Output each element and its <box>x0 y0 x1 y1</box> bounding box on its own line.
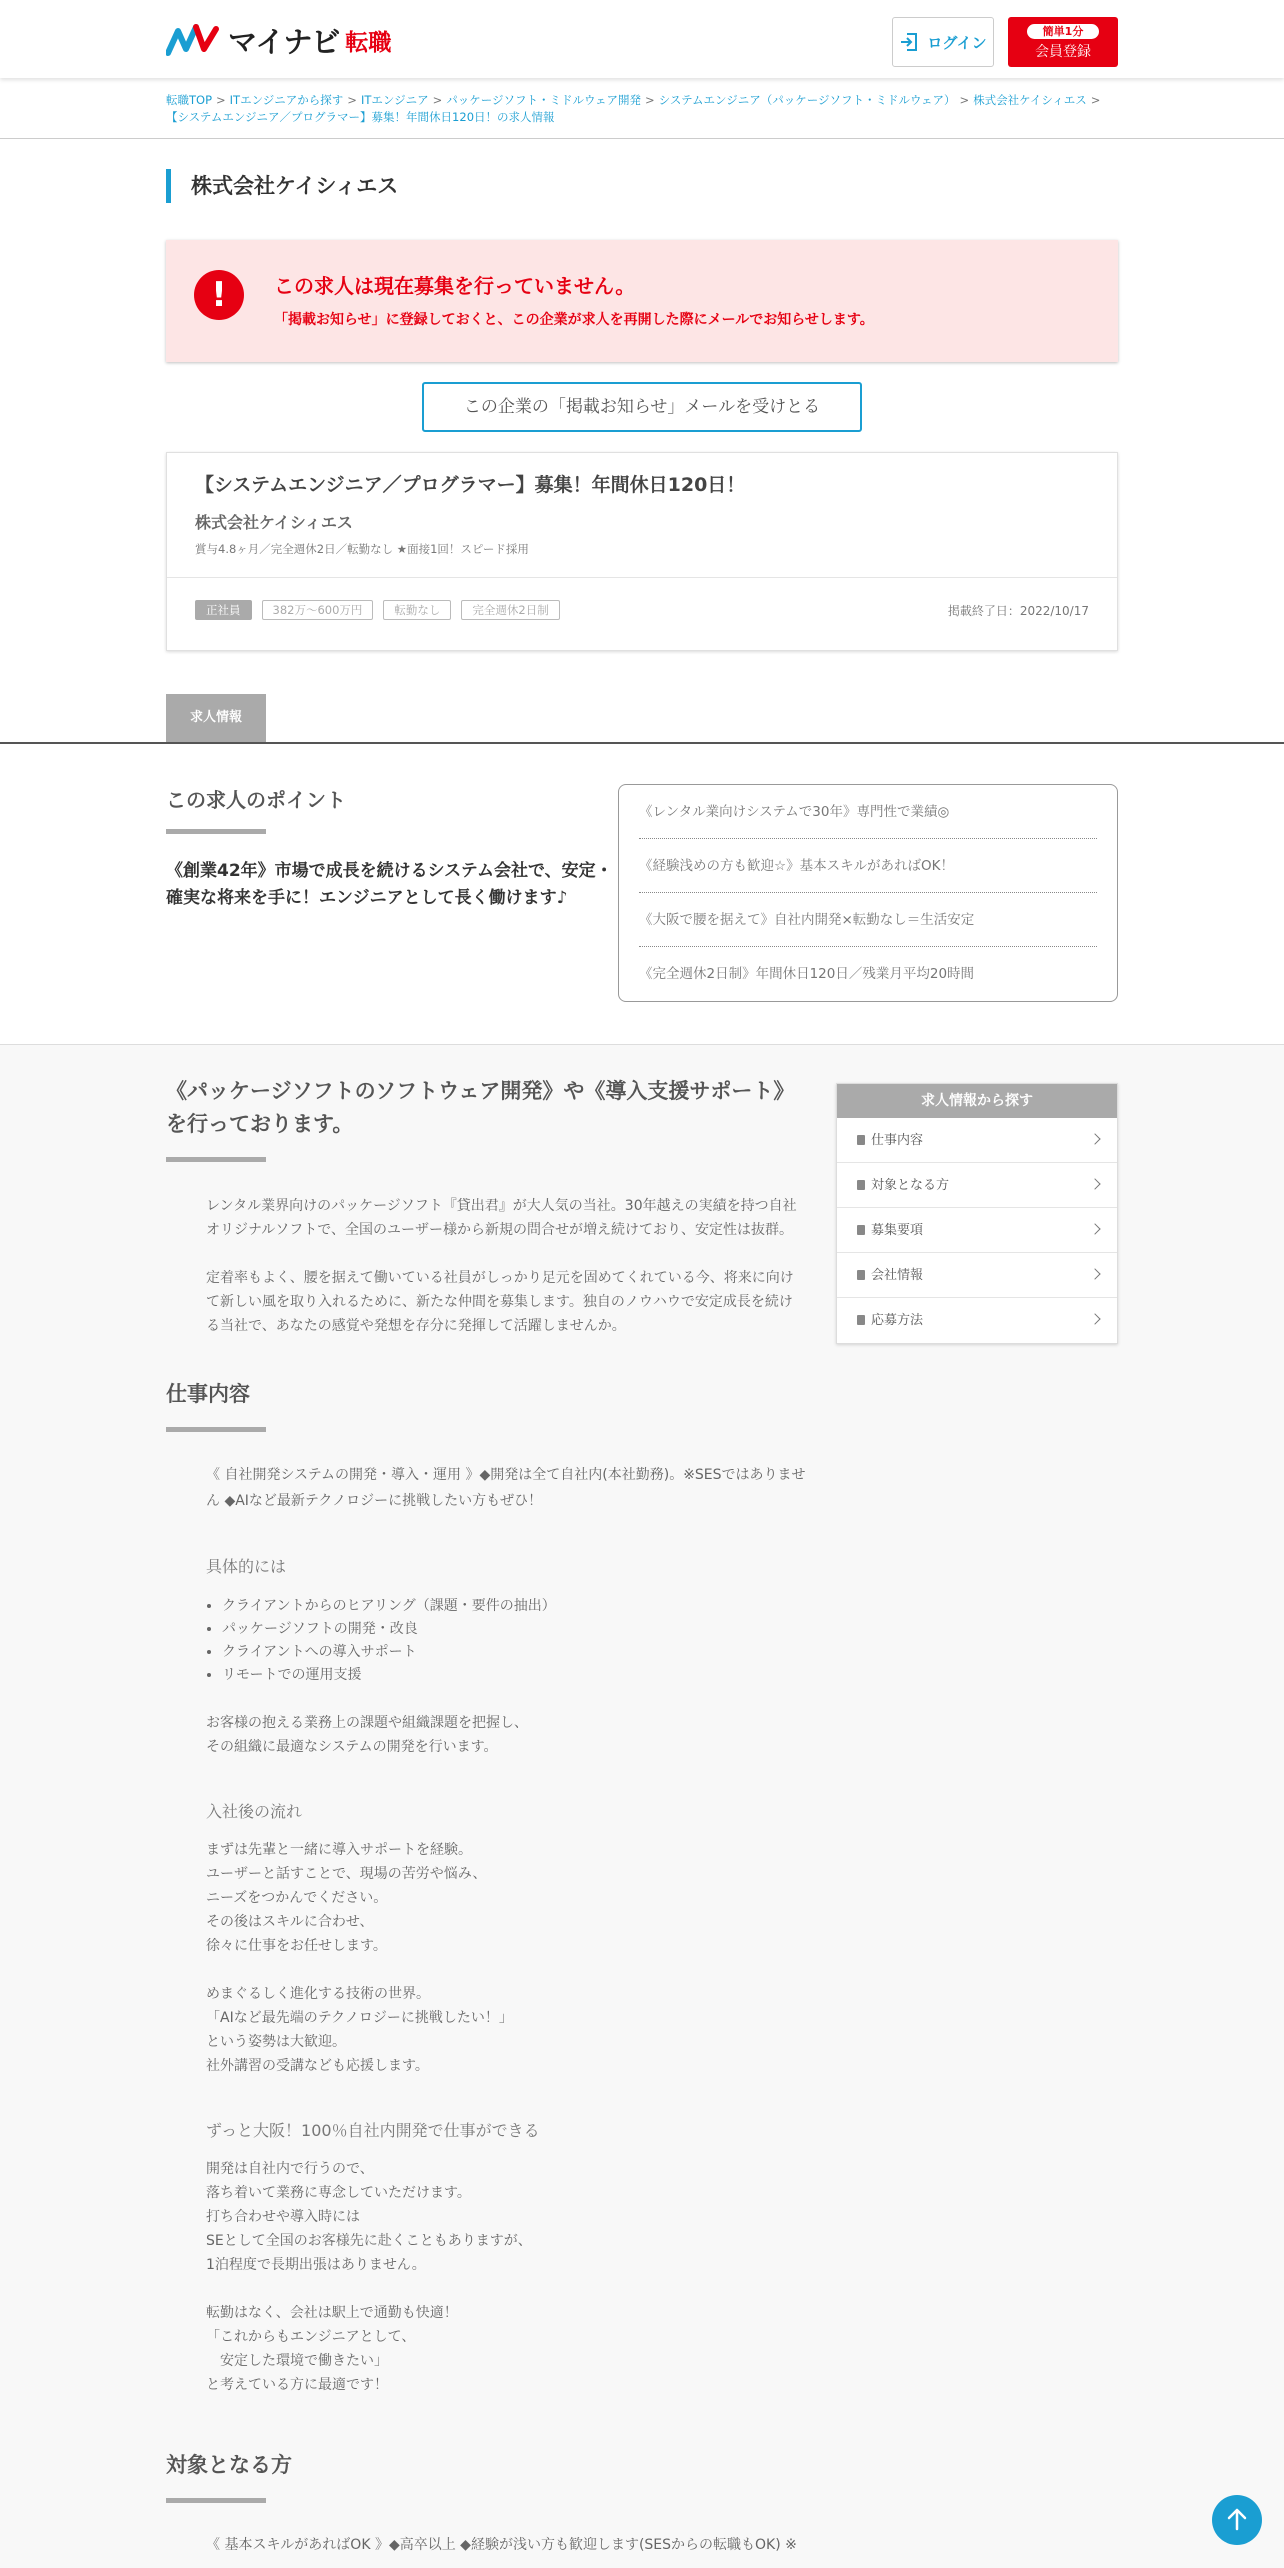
tab-bar <box>0 696 1284 744</box>
job-summary-card <box>166 452 1118 651</box>
intro-paragraph: 定着率もよく、腰を据えて働いている社員がしっかり足元を固めてくれている今、将来に向けて新しい風を取り入れるために、新たな仲間を募集します。独自のノウハウで安定成長を続ける当社で、あなたの感覚や発想を存分に発揮して活躍しませんか。 <box>206 1270 794 1334</box>
login-button[interactable] <box>892 17 994 67</box>
job-detail-area <box>0 1044 1284 2568</box>
register-button[interactable] <box>1008 17 1118 67</box>
points-lead: 《創業42年》市場で成長を続けるシステム会社で、安定・確実な将来を手に！エンジニアとして長く働けます♪ <box>166 861 613 908</box>
job-detail-main <box>166 1075 806 2557</box>
login-label: ログイン <box>927 33 987 52</box>
alert-title: この求人は現在募集を行っていません。 <box>274 274 636 298</box>
page-top-button[interactable] <box>1212 2495 1262 2545</box>
title-underline <box>166 1157 266 1162</box>
closed-alert <box>166 240 1118 362</box>
register-label: 会員登録 <box>1035 44 1091 60</box>
breadcrumb-item-system-engineer[interactable]: システムエンジニア（パッケージソフト・ミドルウェア） <box>658 93 956 107</box>
breadcrumb-item-it-search[interactable]: ITエンジニアから探す <box>229 93 344 107</box>
sidebar-item-label: 対象となる方 <box>871 1178 950 1193</box>
detail-nav-sidebar <box>836 1083 1118 1344</box>
list-item: • クライアントへの導入サポート <box>222 1641 806 1664</box>
text-line: ユーザーと話すことで、現場の苦労や悩み、 <box>206 1866 487 1882</box>
job-tags <box>195 600 560 620</box>
tag-no-transfer: 転勤なし <box>383 600 451 620</box>
points-item: 《大阪で腰を据えて》自社内開発×転勤なし＝生活安定 <box>639 893 1097 947</box>
list-item: • リモートでの運用支援 <box>222 1664 806 1687</box>
intro-title <box>166 1075 806 1162</box>
intro-paragraph: レンタル業界向けのパッケージソフト『貸出君』が大人気の当社。30年越えの実績を持つ自社オリジナルソフトで、全国のユーザー様から新規の問合せが増え続けており、安定性は抜群。 <box>206 1198 797 1238</box>
register-badge: 簡単1分 <box>1027 24 1099 39</box>
text-line: その組織に最適なシステムの開発を行います。 <box>206 1739 498 1755</box>
title-underline <box>166 829 266 834</box>
document-icon <box>857 1135 865 1145</box>
text-line: 転勤はなく、会社は駅上で通勤も快適！ <box>206 2305 458 2321</box>
work-location-text <box>166 2157 806 2397</box>
work-subtitle: 入社後の流れ <box>206 1802 303 1821</box>
work-subtitle: ずっと大阪！100％自社内開発で仕事ができる <box>206 2121 540 2140</box>
title-underline <box>166 1427 266 1432</box>
target-summary: 《 基本スキルがあればOK 》◆高卒以上 ◆経験が浅い方も歓迎します(SESからの転職もOK) ※ <box>206 2537 797 2553</box>
text-line: ニーズをつかんでください。 <box>206 1890 388 1906</box>
list-item: • パッケージソフトの開発・改良 <box>222 1618 806 1641</box>
sidebar-item-target[interactable] <box>837 1163 1117 1208</box>
job-points-section <box>166 744 1118 1044</box>
text-line: 「これからもエンジニアとして、 <box>206 2329 416 2345</box>
breadcrumb-item-top[interactable]: 転職TOP <box>166 93 213 107</box>
work-bullet-list <box>166 1595 806 1687</box>
tab-job-info[interactable]: 求人情報 <box>166 694 266 742</box>
sidebar-item-apply[interactable] <box>837 1298 1117 1343</box>
sidebar-item-requirements[interactable] <box>837 1208 1117 1253</box>
text-line: お客様の抱える業務上の課題や組織課題を把握し、 <box>206 1715 528 1731</box>
title-underline <box>166 2498 266 2503</box>
points-list <box>618 784 1118 1002</box>
text-line: SEとして全国のお客様先に赴くこともありますが、 <box>206 2233 532 2249</box>
tag-employment-type: 正社員 <box>195 600 252 620</box>
tag-holidays: 完全週休2日制 <box>461 600 559 620</box>
work-detail-text <box>166 1711 806 1759</box>
breadcrumb-item-it-engineer[interactable]: ITエンジニア <box>360 93 429 107</box>
text-line: その後はスキルに合わせ、 <box>206 1914 374 1930</box>
work-title-text: 仕事内容 <box>166 1382 250 1406</box>
breadcrumb-item-package-dev[interactable]: パッケージソフト・ミドルウェア開発 <box>446 93 642 107</box>
points-item: 《完全週休2日制》年間休日120日／残業月平均20時間 <box>639 966 975 982</box>
document-icon <box>857 1180 865 1190</box>
text-line: 「AIなど最先端のテクノロジーに挑戦したい！」 <box>206 2010 513 2026</box>
listing-end-date: 掲載終了日：2022/10/17 <box>947 604 1089 618</box>
target-title <box>166 2449 806 2503</box>
text-line: 社外講習の受講なども応援します。 <box>206 2058 429 2074</box>
document-icon <box>857 1315 865 1325</box>
mynavi-logo[interactable] <box>166 22 391 58</box>
logo-subtext: 転職 <box>345 29 392 56</box>
sidebar-item-label: 応募方法 <box>871 1313 924 1328</box>
chevron-right-icon <box>1089 1178 1100 1189</box>
text-line: 安定した環境で働きたい」 <box>206 2353 388 2369</box>
sidebar-title: 求人情報から探す <box>837 1084 1117 1118</box>
points-title <box>166 784 346 834</box>
points-item: 《レンタル業向けシステムで30年》専門性で業績◎ <box>639 785 1097 839</box>
notify-subscribe-button[interactable]: この企業の「掲載お知らせ」メールを受けとる <box>422 382 862 432</box>
sidebar-item-work[interactable] <box>837 1118 1117 1163</box>
alert-text: 「掲載お知らせ」に登録しておくと、この企業が求人を再開した際にメールでお知らせします。 <box>274 312 874 328</box>
chevron-right-icon <box>1089 1223 1100 1234</box>
document-icon <box>857 1270 865 1280</box>
breadcrumb-item-current: 【システムエンジニア／プログラマー】募集！年間休日120日！の求人情報 <box>166 110 555 124</box>
work-summary: 《 自社開発システムの開発・導入・運用 》◆開発は全て自社内(本社勤務)。※SESではありません ◆AIなど最新テクノロジーに挑戦したい方もぜひ！ <box>206 1467 806 1509</box>
points-title-text: この求人のポイント <box>166 788 346 812</box>
intro-title-text: 《パッケージソフトのソフトウェア開発》や《導入支援サポート》を行っております。 <box>166 1079 795 1136</box>
sidebar-item-company[interactable] <box>837 1253 1117 1298</box>
intro-body <box>166 1194 806 1338</box>
target-title-text: 対象となる方 <box>166 2453 292 2477</box>
text-line: 落ち着いて業務に専念していただけます。 <box>206 2185 471 2201</box>
text-line: と考えている方に最適です！ <box>206 2377 388 2393</box>
breadcrumb: 転職TOP > ITエンジニアから探す > ITエンジニア > パッケージソフト・ミドルウェア開発 > システムエンジニア（パッケージソフト・ミドルウェア） > 株式会社ケイシィエス >【システムエンジニア／プログラマー】募集！年間休日120日！の求人情報 <box>0 78 1284 139</box>
chevron-right-icon <box>1089 1268 1100 1279</box>
breadcrumb-item-company[interactable]: 株式会社ケイシィエス <box>973 93 1087 107</box>
work-title <box>166 1378 806 1432</box>
text-line: めまぐるしく進化する技術の世界。 <box>206 1986 430 2002</box>
text-line: 徐々に仕事をお任せします。 <box>206 1938 387 1954</box>
list-item: • クライアントからのヒアリング（課題・要件の抽出） <box>222 1595 806 1618</box>
work-subtitle: 具体的には <box>206 1557 287 1576</box>
text-line: まずは先輩と一緒に導入サポートを経験。 <box>206 1842 472 1858</box>
exclamation-icon: ! <box>194 270 244 320</box>
text-line: 打ち合わせや導入時には <box>206 2209 360 2225</box>
chevron-right-icon <box>1089 1133 1100 1144</box>
points-item: 《経験浅めの方も歓迎☆》基本スキルがあればOK！ <box>639 839 1097 893</box>
company-title: 株式会社ケイシィエス <box>166 169 1118 203</box>
text-line: 開発は自社内で行うので、 <box>206 2161 374 2177</box>
text-line: という姿勢は大歓迎。 <box>206 2034 346 2050</box>
job-title: 【システムエンジニア／プログラマー】募集！年間休日120日！ <box>195 474 746 496</box>
logo-text: マイナビ <box>228 24 340 59</box>
text-line: 1泊程度で長期出張はありません。 <box>206 2257 426 2273</box>
sidebar-item-label: 会社情報 <box>871 1268 924 1283</box>
arrow-up-icon <box>1212 2495 1262 2545</box>
document-icon <box>857 1225 865 1235</box>
job-company: 株式会社ケイシィエス <box>195 513 353 532</box>
chevron-right-icon <box>1089 1313 1100 1324</box>
mynavi-logo-icon <box>166 23 224 57</box>
sidebar-item-label: 募集要項 <box>871 1223 924 1238</box>
job-catch: 賞与4.8ヶ月／完全週休2日／転勤なし ★面接1回！スピード採用 <box>195 542 529 556</box>
sidebar-item-label: 仕事内容 <box>871 1133 924 1148</box>
login-arrow-icon <box>899 32 919 52</box>
tag-salary: 382万～600万円 <box>262 600 374 620</box>
work-flow-text <box>166 1838 806 2078</box>
site-header <box>0 0 1284 78</box>
